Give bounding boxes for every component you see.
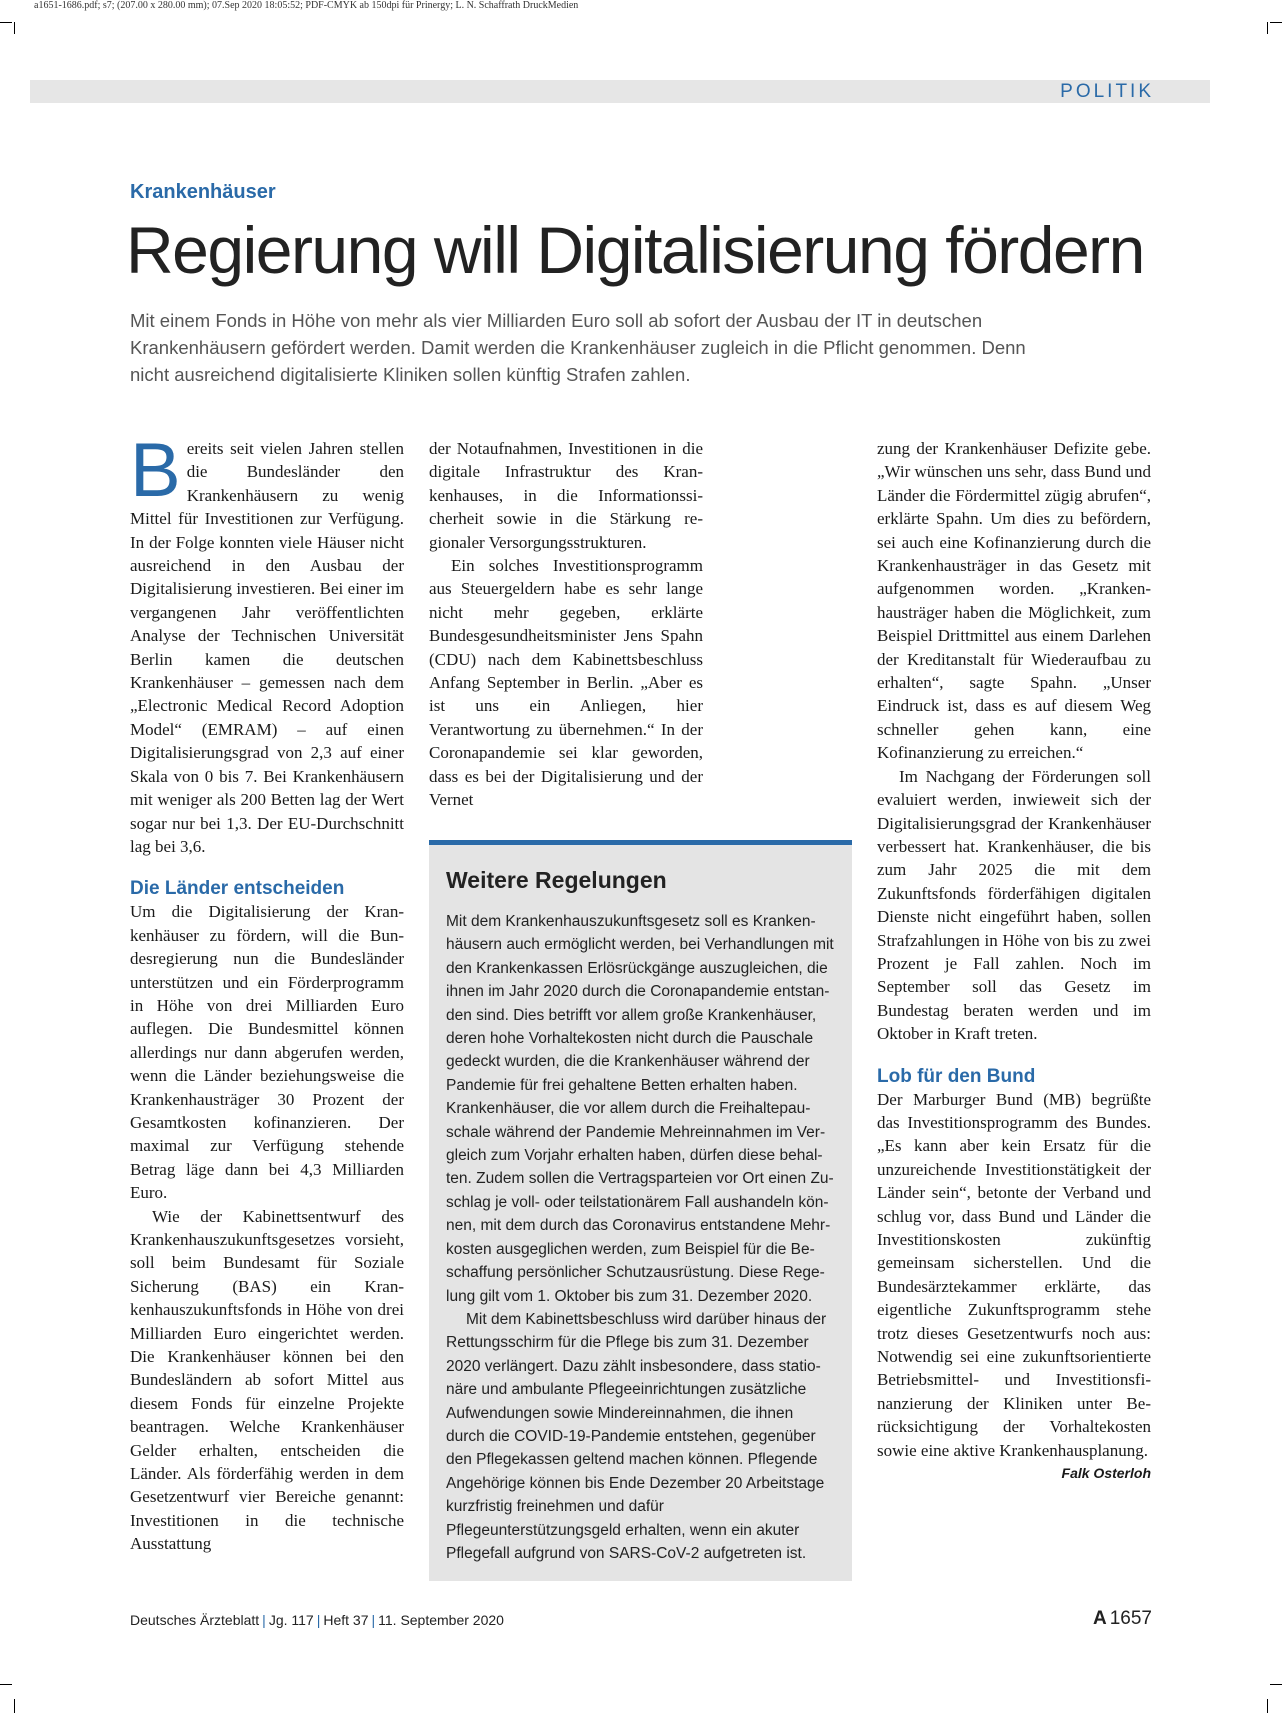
article-paragraph: zung der Krankenhäuser Defizite gebe. „Wir wünschen uns sehr, dass Bund und Länder die Fördermittel zügig abrufen“, erklärte Spahn. Um dies zu befördern, sei auch eine Kofinanzierung durch die Krankenhausträger in das Gesetz mit aufgenommen worden. „Krankenhausträger haben die Möglichkeit, zum Beispiel Drittmittel aus einem Darlehen der Kreditanstalt für Wiederaufbau zu erhalten“, sagte Spahn. „Unser Eindruck ist, dass es auf diesem Weg schneller gehen kann, eine Kofinanzierung zu erreichen.“ [877, 439, 1151, 763]
info-box-paragraph: Mit dem Krankenhauszukunftsgesetz soll es Krankenhäusern auch ermöglicht werden, bei Verhandlungen mit den Krankenkassen Erlösrückgänge auszugleichen, die ihnen im Jahr 2020 durch die Coronapandemie entstanden sind. Dies betrifft vor allem große Krankenhäuser, deren hohe Vorhaltekosten nicht durch die Pauschale gedeckt wurden, die die Krankenhäuser während der Pandemie für frei gehaltene Betten erhalten haben. Krankenhäuser, die vor allem durch die Freihaltepauschale während der Pandemie Mehreinnahmen im Vergleich zum Vorjahr erhalten haben, dürfen diese behalten. Zudem sollen die Vertragsparteien vor Ort einen Zuschlag je voll- oder teilstationärem Fall aushandeln können, mit dem durch das Coronavirus entstandene Mehrkosten ausgeglichen werden, zum Beispiel für die Beschaffung persönlicher Schutzausrüstung. Diese Regelung gilt vom 1. Oktober bis zum 31. Dezember 2020. [446, 913, 834, 1305]
crop-mark [1267, 1699, 1268, 1713]
article-column-3 [877, 437, 1151, 1485]
article-column-2 [429, 437, 703, 812]
article-paragraph: der Notaufnahmen, Investitionen in die digitale Infrastruktur des Krankenhauses, in die Informationssicherheit sowie in die Stärkung regionaler Versorgungsstrukturen. [429, 439, 703, 552]
author: Falk Osterloh [1061, 1465, 1151, 1482]
print-info: a1651-1686.pdf; s7; (207.00 x 280.00 mm); 07.Sep 2020 18:05:52; PDF-CMYK ab 150dpi für Prinergy; L. N. Schaffrath DruckMedien [34, 0, 579, 11]
volume: Jg. 117 [268, 1612, 314, 1628]
article-paragraph: Im Nachgang der Förderungen soll evaluiert werden, inwieweit sich der Digitalisierungsgrad der Krankenhäuser verbessert hat. Krankenhäuser, die bis zum Jahr 2025 die mit dem Zukunftsfonds förderfähigen digitalen Dienste nicht eingeführt haben, sollen Strafzahlungen in Höhe von bis zu zwei Prozent je Fall zahlen. Noch im September soll das Gesetz im Bundestag beraten werden und im Oktober in Kraft treten. [877, 766, 1151, 1044]
section-band [30, 80, 1210, 103]
article-paragraph: Um die Digitalisierung der Krankenhäuser zu fördern, will die Bundesregierung nun die Bundesländer unterstützen und ein Förderprogramm in Höhe von drei Milliarden Euro auflegen. Die Bundesmittel können allerdings nur dann abgerufen werden, wenn die Länder beziehungsweise die Krankenhausträger 30 Prozent der Gesamtkosten kofinanzieren. Der maximal zur Verfügung stehende Betrag läge dann bei 4,3 Milliarden Euro. [130, 902, 404, 1203]
article-column-1 [130, 428, 404, 1556]
page-number: A 1657 [1092, 1608, 1152, 1629]
crop-mark [0, 1684, 12, 1685]
article-paragraph: Der Marburger Bund (MB) begrüßte das Investitionsprogramm des Bundes. „Es kann aber kein Ersatz für die unzureichende Investitionstätigkeit der Länder sein“, betonte der Verband und schlug vor, dass Bund und Länder die Investitionskosten zukünftig gemeinsam sicherstellen. Und die Bundesärztekammer erklärte, das eigentliche Zukunftsprogramm stehe trotz dieses Gesetzentwurfs noch aus: Notwendig sei eine zukunftsorientierte Betriebsmittel- und Investitionsfinanzierung der Kliniken unter Berücksichtigung der Vorhaltekosten sowie eine aktive Krankenhausplanung. Falk Osterloh [877, 1088, 1151, 1463]
crop-mark [14, 1699, 15, 1713]
subheading: Lob für den Bund [877, 1065, 1036, 1087]
subheading: Die Länder entscheiden [130, 878, 345, 900]
info-box-title: Weitere Regelungen [446, 867, 667, 893]
crop-mark [14, 22, 15, 34]
info-box-paragraph: Mit dem Kabinettsbeschluss wird darüber hinaus der Rettungsschirm für die Pflege bis zum 31. Dezember 2020 verlängert. Dazu zählt insbesondere, dass stationäre und ambulante Pflegeeinrichtungen zusätzliche Aufwendungen sowie Mindereinnahmen, die ihnen durch die COVID-19-Pandemie entstehen, gegenüber den Pflegekassen geltend machen können. Pflegende Angehörige können bis Ende Dezember 20 Arbeitstage kurzfristig freinehmen und dafür Pflegeunterstützungsgeld erhalten, wenn ein akuter Pflegefall aufgrund von SARS-CoV-2 aufgetreten ist. [446, 1310, 827, 1562]
section-label: POLITIK [1060, 81, 1154, 102]
info-box-body [446, 910, 835, 1565]
info-box [429, 840, 852, 1581]
footer [130, 1612, 504, 1628]
separator: | [371, 1612, 376, 1628]
crop-mark [1270, 1684, 1282, 1685]
article-paragraph: Bereits seit vielen Jahren stellen die Bundesländer den Krankenhäusern zu wenig Mittel für Investitionen zur Verfügung. In der Folge konnten viele Häuser nicht ausreichend in den Ausbau der Digitalisierung investieren. Bei einer im vergangenen Jahr veröffentlichten Analyse der Technischen Universität Berlin kamen die deutschen Krankenhäuser – gemessen nach dem „Electronic Medical Record Adoption Model“ (EMRAM) – auf einen Digitalisierungsgrad von 2,3 auf einer Skala von 0 bis 7. Bei Krankenhäusern mit weniger als 200 Betten lag der Wert sogar nur bei 1,3. Der EU-Durchschnitt lag bei 3,6. [130, 428, 404, 856]
lead-paragraph: Mit einem Fonds in Höhe von mehr als vier Milliarden Euro soll ab sofort der Ausbau der IT in deutschen Krankenhäusern gefördert werden. Damit werden die Krankenhäuser zugleich in die Pflicht genommen. Denn nicht ausreichend digitalisierte Kliniken sollen künftig Strafen zahlen. [130, 310, 1026, 385]
crop-mark [1270, 22, 1282, 23]
kicker: Krankenhäuser [130, 181, 276, 203]
crop-mark [0, 22, 12, 23]
issue: Heft 37 [323, 1612, 369, 1628]
drop-cap: B [130, 428, 181, 513]
journal-name: Deutsches Ärzteblatt [130, 1612, 260, 1628]
separator: | [262, 1612, 266, 1628]
crop-mark [1267, 22, 1268, 34]
issue-date: 11. September 2020 [378, 1612, 504, 1628]
separator: | [316, 1612, 321, 1628]
article-paragraph: Wie der Kabinettsentwurf des Krankenhauszukunftsgesetzes vorsieht, soll beim Bundesamt für Soziale Sicherung (BAS) ein Krankenhauszukunftsfonds in Höhe von drei Milliarden Euro eingerichtet werden. Die Krankenhäuser können bei den Bundesländern ab sofort Mittel aus diesem Fonds für einzelne Projekte beantragen. Welche Krankenhäuser Gelder erhalten, entscheiden die Länder. Als förderfähig werden in dem Gesetzentwurf vier Bereiche genannt: Investitionen in die technische Ausstattung [130, 1206, 404, 1554]
article-paragraph: Ein solches Investitionsprogramm aus Steuergeldern habe es sehr lange nicht mehr gegeben, erklärte Bundesgesundheitsminister Jens Spahn (CDU) nach dem Kabinettsbeschluss Anfang September in Berlin. „Aber es ist uns ein Anliegen, hier Verantwortung zu übernehmen.“ In der Coronapandemie sei klar geworden, dass es bei der Digitalisierung und der Vernet [429, 556, 703, 810]
headline: Regierung will Digitalisierung fördern [126, 213, 1144, 287]
